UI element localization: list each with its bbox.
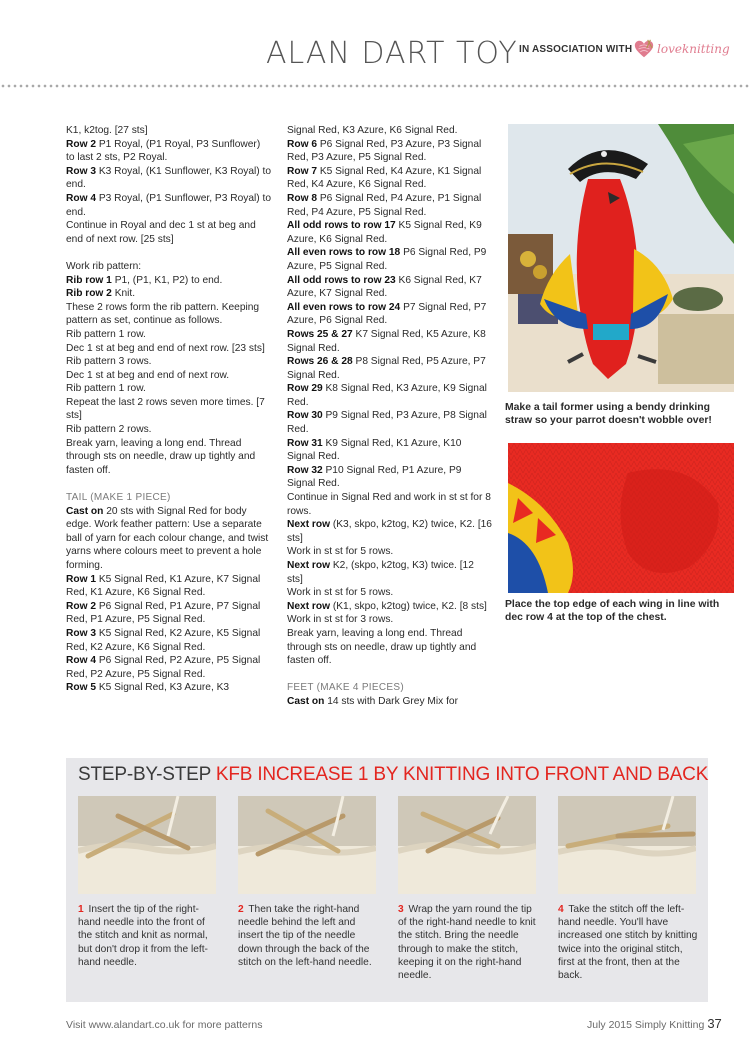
pattern-instruction <box>287 124 492 138</box>
step-description: Then take the right-hand needle behind the left and insert the tip of the needle down through the back of the stitch on the left-hand needle. <box>238 904 372 968</box>
instruction-text: K5 Signal Red, K3 Azure, K3 <box>96 682 230 694</box>
step-by-step-panel <box>66 758 708 1002</box>
row-label: Row 5 <box>66 682 97 694</box>
step-number: 1 <box>78 904 84 915</box>
pattern-instruction <box>66 627 271 654</box>
instruction-text: P1 Royal, (P1 Royal, P3 Sunflower) to last 2 sts, P2 Royal. <box>66 138 261 164</box>
row-label: Row 32 <box>287 464 323 476</box>
pattern-instruction <box>66 355 271 369</box>
row-label: Row 31 <box>287 437 323 449</box>
pattern-instruction <box>287 274 492 301</box>
issue-label: July 2015 Simply Knitting <box>587 1019 705 1031</box>
instruction-text: Rib pattern 1 row. <box>66 383 146 395</box>
partner-logo-text: loveknitting <box>657 42 730 56</box>
instruction-text: These 2 rows form the rib pattern. Keeping pattern as set, continue as follows. <box>66 301 260 327</box>
pattern-instruction <box>66 328 271 342</box>
pattern-instruction <box>287 328 492 355</box>
pattern-instruction <box>66 219 271 246</box>
instruction-text: K5 Signal Red, K1 Azure, K7 Signal Red, K1 Azure, K6 Signal Red. <box>66 573 261 599</box>
pattern-instruction <box>66 301 271 328</box>
loveknitting-logo[interactable] <box>633 38 730 60</box>
pattern-instruction <box>287 192 492 219</box>
page-header <box>0 0 750 90</box>
pattern-instruction <box>66 165 271 192</box>
step-2-photo <box>238 796 376 894</box>
association-label: IN ASSOCIATION WITH <box>519 44 633 55</box>
pattern-instruction <box>287 246 492 273</box>
row-label: Row 4 <box>66 192 97 204</box>
step-description: Insert the tip of the right-hand needle into the front of the stitch and knit as normal, but don't drop it from the left-hand needle. <box>78 904 208 968</box>
wing-photo <box>508 443 734 593</box>
instruction-text: Work in st st for 5 rows. <box>287 587 394 599</box>
row-label: Row 3 <box>66 627 97 639</box>
instruction-text: K1, k2tog. [27 sts] <box>66 125 148 136</box>
instruction-text: Continue in Signal Red and work in st st for 8 rows. <box>287 492 491 517</box>
pattern-instruction <box>66 505 271 573</box>
pattern-instruction <box>287 559 492 586</box>
pattern-instruction <box>66 192 271 219</box>
row-label: Row 29 <box>287 383 323 395</box>
instruction-text: Work rib pattern: <box>66 260 142 272</box>
instruction-text: K5 Signal Red, K4 Azure, K1 Signal Red, K4 Azure, K6 Signal Red. <box>287 165 482 191</box>
instruction-text: Work in st st for 3 rows. <box>287 614 394 626</box>
instruction-text: K5 Signal Red, K2 Azure, K5 Signal Red, K2 Azure, K6 Signal Red. <box>66 627 261 653</box>
pattern-instruction <box>287 586 492 600</box>
instruction-text: P6 Signal Red, P1 Azure, P7 Signal Red, P1 Azure, P5 Signal Red. <box>66 600 261 626</box>
pattern-instruction <box>287 518 492 545</box>
instruction-text: Break yarn, leaving a long end. Thread through sts on needle, draw up tightly and fasten off. <box>66 437 256 476</box>
pattern-instruction <box>287 219 492 246</box>
instruction-text: P6 Signal Red, P9 Azure, P5 Signal Red. <box>287 247 487 272</box>
row-label: Cast on <box>287 695 325 707</box>
pattern-instruction <box>287 491 492 518</box>
step-1-text <box>78 903 218 969</box>
step-3-photo <box>398 796 536 894</box>
section-heading: TAIL (MAKE 1 PIECE) <box>66 492 171 504</box>
pattern-instruction <box>66 342 271 356</box>
footer-website-link[interactable]: Visit www.alandart.co.uk for more patterns <box>66 1019 263 1031</box>
step-1-photo <box>78 796 216 894</box>
paragraph-gap <box>287 668 492 682</box>
row-label: Row 1 <box>66 573 97 585</box>
pattern-instruction <box>66 423 271 437</box>
paragraph-gap <box>66 477 271 491</box>
step-number: 3 <box>398 904 404 915</box>
pattern-instruction <box>287 600 492 614</box>
row-label: Row 3 <box>66 165 97 177</box>
row-label: Rows 25 & 27 <box>287 328 353 340</box>
pattern-column-1 <box>66 124 271 695</box>
pattern-instruction <box>287 165 492 192</box>
instruction-text: K7 Signal Red, K5 Azure, K8 Signal Red. <box>287 328 486 354</box>
instruction-text: P9 Signal Red, P3 Azure, P8 Signal Red. <box>287 410 487 436</box>
pattern-instruction <box>66 260 271 274</box>
row-label: Row 8 <box>287 192 318 204</box>
pattern-instruction <box>66 369 271 383</box>
row-label: Row 2 <box>66 138 97 150</box>
instruction-text: Work in st st for 5 rows. <box>287 546 394 558</box>
row-label: Row 6 <box>287 138 318 150</box>
instruction-text: Rib pattern 2 rows. <box>66 424 152 436</box>
row-label: All odd rows to row 17 <box>287 220 396 232</box>
instruction-text: Repeat the last 2 rows seven more times. [7 sts] <box>66 396 265 422</box>
parrot-photo <box>508 124 734 392</box>
knitting-needles-illustration <box>558 796 696 894</box>
row-label: Row 7 <box>287 165 318 177</box>
instruction-text: K3 Royal, (K1 Sunflower, K3 Royal) to end. <box>66 165 271 191</box>
instruction-text: 20 sts with Signal Red for body edge. Work feather pattern: Use a separate ball of yarn for each colour change, and twist yarns where colours meet to prevent a hole forming. <box>66 505 269 571</box>
instruction-text: Signal Red, K3 Azure, K6 Signal Red. <box>287 125 458 136</box>
row-label: All even rows to row 24 <box>287 301 401 313</box>
step-3-text <box>398 903 538 982</box>
pattern-instruction <box>287 437 492 464</box>
step-description: Take the stitch off the left-hand needle. You'll have increased one stitch by knitting twice into the original stitch, first at the front, then at the back. <box>558 904 698 982</box>
instruction-text: Knit. <box>111 288 136 300</box>
page-title: ALAN DART TOY <box>266 36 518 71</box>
knitting-needles-illustration <box>238 796 376 894</box>
pattern-instruction <box>66 600 271 627</box>
pattern-instruction <box>287 138 492 165</box>
section-heading: FEET (MAKE 4 PIECES) <box>287 682 404 694</box>
pattern-instruction <box>66 124 271 138</box>
instruction-text: Rib pattern 1 row. <box>66 328 146 340</box>
instruction-text: K9 Signal Red, K1 Azure, K10 Signal Red. <box>287 437 462 463</box>
instruction-text: Break yarn, leaving a long end. Thread through sts on needle, draw up tightly and fasten off. <box>287 627 477 667</box>
instruction-text: Rib pattern 3 rows. <box>66 356 152 368</box>
pattern-instruction <box>287 382 492 409</box>
technique-code: KFB <box>215 764 253 785</box>
heart-yarn-icon <box>633 38 655 60</box>
instruction-text: K8 Signal Red, K3 Azure, K9 Signal Red. <box>287 383 487 408</box>
instruction-text: K6 Signal Red, K7 Azure, K7 Signal Red. <box>287 274 482 300</box>
step-description: Wrap the yarn round the tip of the right-hand needle to knit the stitch. Bring the needle through to make the stitch, keeping it on the right-hand needle. <box>398 904 536 982</box>
instruction-text: P8 Signal Red, P5 Azure, P7 Signal Red. <box>287 356 486 381</box>
row-label: All even rows to row 18 <box>287 247 401 259</box>
instruction-text: P7 Signal Red, P7 Azure, P6 Signal Red. <box>287 301 487 327</box>
pattern-instruction <box>287 464 492 491</box>
footer-issue <box>587 1016 722 1031</box>
page-number: 37 <box>707 1016 722 1031</box>
pattern-instruction <box>66 274 271 288</box>
knitting-needles-illustration <box>398 796 536 894</box>
knitting-needles-illustration <box>78 796 216 894</box>
pattern-instruction <box>287 301 492 328</box>
row-label: Row 2 <box>66 600 97 612</box>
row-label: Next row <box>287 560 331 571</box>
row-label: All odd rows to row 23 <box>287 274 396 286</box>
row-label: Next row <box>287 600 331 612</box>
step-4-text <box>558 903 698 982</box>
instruction-text: Continue in Royal and dec 1 st at beg and end of next row. [25 sts] <box>66 220 256 245</box>
instruction-text: P6 Signal Red, P2 Azure, P5 Signal Red, P2 Azure, P5 Signal Red. <box>66 655 261 680</box>
row-label: Cast on <box>66 505 104 517</box>
row-label: Rows 26 & 28 <box>287 356 353 368</box>
paragraph-gap <box>66 246 271 260</box>
instruction-text: (K1, skpo, k2tog) twice, K2. [8 sts] <box>330 600 487 612</box>
pattern-instruction <box>66 437 271 478</box>
step-by-step-title <box>78 764 708 786</box>
pattern-instruction <box>66 396 271 423</box>
instruction-text: P6 Signal Red, P4 Azure, P1 Signal Red, P4 Azure, P5 Signal Red. <box>287 192 482 218</box>
pattern-instruction <box>66 681 271 695</box>
instruction-text: P1, (P1, K1, P2) to end. <box>111 274 223 286</box>
instruction-text: K2, (skpo, k2tog, K3) twice. [12 sts] <box>287 560 474 585</box>
pattern-instruction <box>66 573 271 600</box>
row-label: Rib row 1 <box>66 274 112 286</box>
pattern-instruction <box>66 138 271 165</box>
step-number: 4 <box>558 904 564 915</box>
technique-title: INCREASE 1 BY KNITTING INTO FRONT AND BACK <box>257 764 709 785</box>
instruction-text: 14 sts with Dark Grey Mix for <box>324 695 458 707</box>
wing-illustration <box>508 443 734 593</box>
photo-caption-wing-placement: Place the top edge of each wing in line with dec row 4 at the top of the chest. <box>505 599 720 624</box>
instruction-text: P10 Signal Red, P1 Azure, P9 Signal Red. <box>287 464 462 490</box>
step-2-text <box>238 903 378 969</box>
dotted-divider <box>0 84 750 88</box>
step-by-step-prefix: STEP-BY-STEP <box>78 764 211 785</box>
instruction-text: P3 Royal, (P1 Sunflower, P3 Royal) to end. <box>66 192 271 218</box>
pattern-instruction <box>287 545 492 559</box>
instruction-text: (K3, skpo, k2tog, K2) twice, K2. [16 sts] <box>287 519 492 544</box>
pattern-instruction <box>66 382 271 396</box>
pattern-instruction <box>287 613 492 627</box>
pattern-instruction <box>287 627 492 668</box>
photo-caption-tail-former: Make a tail former using a bendy drinking straw so your parrot doesn't wobble over! <box>505 402 712 427</box>
instruction-text: Dec 1 st at beg and end of next row. <box>66 369 230 381</box>
instruction-text: P6 Signal Red, P3 Azure, P3 Signal Red, P3 Azure, P5 Signal Red. <box>287 138 482 164</box>
pattern-instruction <box>287 409 492 436</box>
pattern-instruction <box>287 355 492 382</box>
pattern-instruction <box>287 695 492 709</box>
pattern-column-2 <box>287 124 492 709</box>
row-label: Row 30 <box>287 410 323 422</box>
step-number: 2 <box>238 904 244 915</box>
pattern-instruction <box>66 654 271 681</box>
pattern-instruction <box>66 287 271 301</box>
parrot-illustration <box>508 124 734 392</box>
step-4-photo <box>558 796 696 894</box>
row-label: Next row <box>287 519 331 531</box>
instruction-text: Dec 1 st at beg and end of next row. [23 sts] <box>66 342 265 354</box>
row-label: Rib row 2 <box>66 288 112 300</box>
instruction-text: K5 Signal Red, K9 Azure, K6 Signal Red. <box>287 220 482 245</box>
row-label: Row 4 <box>66 655 97 667</box>
